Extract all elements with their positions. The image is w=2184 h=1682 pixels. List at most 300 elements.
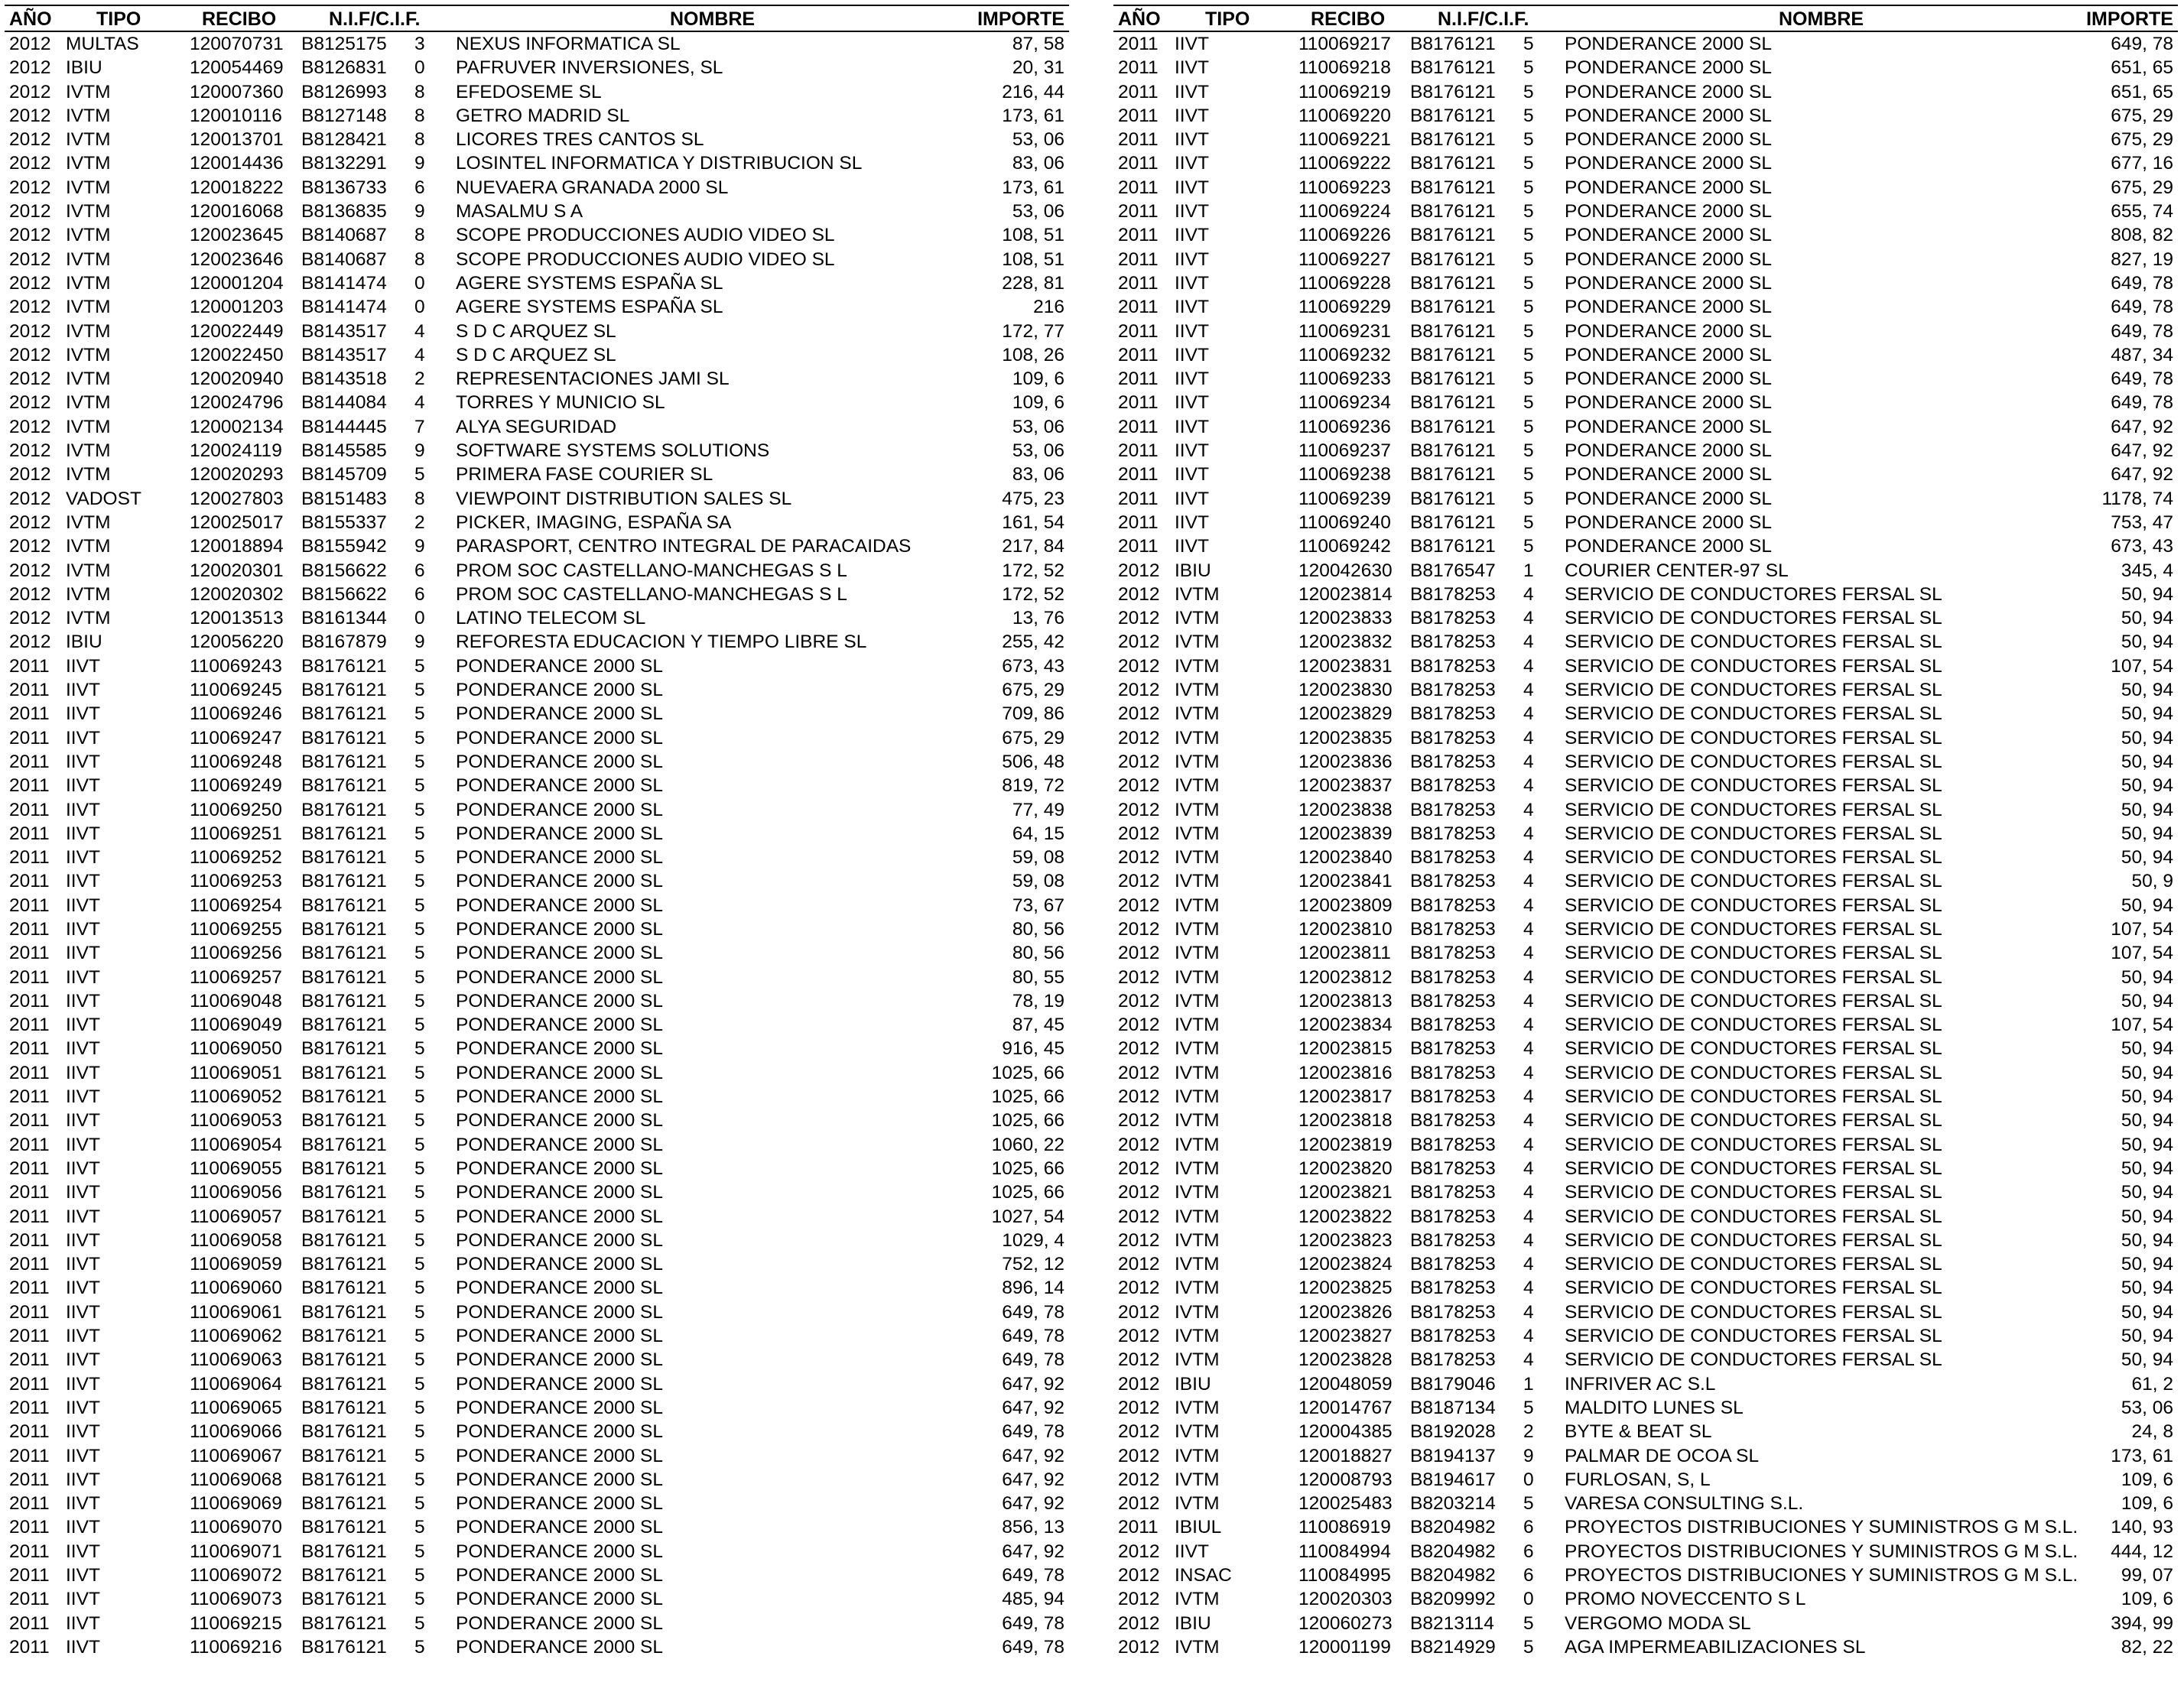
cell-tipo: IIVT <box>66 1015 100 1036</box>
cell-tipo: IIVT <box>66 655 100 677</box>
table-body <box>1113 32 2178 1659</box>
cell-nif: B8176121 <box>301 943 387 964</box>
cell-ano: 2011 <box>1118 81 1159 102</box>
cell-tipo: IVTM <box>1175 966 1220 988</box>
cell-ano: 2012 <box>9 488 51 509</box>
cell-nif: B8176121 <box>301 1182 387 1203</box>
cell-nombre: SERVICIO DE CONDUCTORES FERSAL SL <box>1565 847 1942 869</box>
cell-dc: 4 <box>1523 680 1534 701</box>
cell-nif: B8178253 <box>1410 823 1496 844</box>
cell-importe: 50, 94 <box>2121 680 2173 701</box>
cell-tipo: IVTM <box>66 560 111 581</box>
cell-nombre: PONDERANCE 2000 SL <box>456 680 663 701</box>
cell-dc: 5 <box>414 703 425 725</box>
cell-nif: B8176121 <box>301 1469 387 1490</box>
cell-importe: 1029, 4 <box>1002 1229 1064 1251</box>
cell-nombre: PONDERANCE 2000 SL <box>1565 201 1772 222</box>
cell-tipo: IIVT <box>66 1612 100 1634</box>
cell-recibo: 110069053 <box>190 1110 282 1132</box>
cell-recibo: 120023823 <box>1298 1229 1393 1251</box>
cell-nif: B8176121 <box>301 871 387 892</box>
cell-recibo: 110069056 <box>190 1182 282 1203</box>
cell-nombre: PONDERANCE 2000 SL <box>1565 488 1772 509</box>
cell-ano: 2012 <box>1118 1254 1160 1275</box>
cell-ano: 2012 <box>1118 680 1160 701</box>
cell-tipo: IIVT <box>66 823 100 844</box>
cell-ano: 2011 <box>1118 511 1159 533</box>
cell-recibo: 110069250 <box>190 799 282 820</box>
cell-tipo: IIVT <box>66 1206 100 1227</box>
cell-tipo: IVTM <box>1175 895 1220 916</box>
cell-nif: B8178253 <box>1410 1326 1496 1347</box>
cell-nombre: SERVICIO DE CONDUCTORES FERSAL SL <box>1565 727 1942 748</box>
table-row <box>1113 989 2178 1013</box>
cell-recibo: 110069239 <box>1298 488 1391 509</box>
cell-nombre: SERVICIO DE CONDUCTORES FERSAL SL <box>1565 751 1942 772</box>
cell-importe: 20, 31 <box>1012 57 1064 79</box>
table-row <box>5 630 1069 654</box>
cell-importe: 50, 94 <box>2121 1278 2173 1299</box>
cell-ano: 2012 <box>9 34 51 54</box>
cell-nif: B8176121 <box>301 680 387 701</box>
cell-nif: B8176121 <box>301 1110 387 1132</box>
cell-nif: B8178253 <box>1410 1134 1496 1155</box>
cell-importe: 649, 78 <box>2111 392 2173 414</box>
cell-nif: B8176121 <box>301 895 387 916</box>
cell-recibo: 120023809 <box>1298 895 1393 916</box>
cell-dc: 5 <box>414 1158 425 1179</box>
cell-ano: 2012 <box>1118 1110 1160 1132</box>
cell-importe: 50, 94 <box>2121 1326 2173 1347</box>
cell-importe: 216, 44 <box>1002 81 1064 102</box>
cell-dc: 4 <box>414 344 425 365</box>
cell-nombre: VARESA CONSULTING S.L. <box>1565 1493 1804 1515</box>
table-row <box>5 1515 1069 1539</box>
table-row <box>1113 1157 2178 1180</box>
cell-tipo: IVTM <box>66 105 111 126</box>
cell-nombre: PONDERANCE 2000 SL <box>456 655 663 677</box>
table-row <box>5 941 1069 965</box>
cell-importe: 50, 94 <box>2121 632 2173 653</box>
cell-nif: B8176121 <box>1410 34 1496 54</box>
table-row <box>1113 104 2178 128</box>
cell-tipo: IBIU <box>1175 1612 1211 1634</box>
cell-importe: 647, 92 <box>1002 1469 1064 1490</box>
cell-importe: 50, 94 <box>2121 1301 2173 1323</box>
cell-nombre: PONDERANCE 2000 SL <box>456 1038 663 1060</box>
cell-ano: 2011 <box>9 1565 50 1586</box>
header-nombre: NOMBRE <box>1779 8 1864 30</box>
cell-ano: 2011 <box>1118 272 1159 294</box>
cell-tipo: IVTM <box>66 511 111 533</box>
cell-nif: B8176121 <box>301 703 387 725</box>
cell-dc: 3 <box>414 34 425 54</box>
cell-dc: 5 <box>414 1397 425 1418</box>
cell-recibo: 110069231 <box>1298 320 1391 342</box>
cell-tipo: IVTM <box>1175 1206 1220 1227</box>
cell-dc: 1 <box>1523 1373 1534 1395</box>
cell-nif: B8178253 <box>1410 1110 1496 1132</box>
table-row <box>1113 894 2178 917</box>
header-ano: AÑO <box>1118 8 1161 30</box>
table-row <box>5 1420 1069 1443</box>
cell-ano: 2012 <box>1118 895 1160 916</box>
cell-ano: 2011 <box>9 703 50 725</box>
cell-recibo: 110069066 <box>190 1421 282 1443</box>
cell-nif: B8178253 <box>1410 943 1496 964</box>
cell-tipo: IIVT <box>1175 416 1209 437</box>
cell-ano: 2011 <box>1118 320 1159 342</box>
cell-ano: 2012 <box>1118 655 1160 677</box>
cell-dc: 5 <box>1523 81 1534 102</box>
cell-nif: B8176121 <box>301 1206 387 1227</box>
cell-nif: B8178253 <box>1410 799 1496 820</box>
cell-ano: 2011 <box>1118 297 1159 318</box>
cell-dc: 4 <box>1523 823 1534 844</box>
table-row <box>5 271 1069 295</box>
cell-importe: 87, 45 <box>1012 1015 1064 1036</box>
cell-recibo: 120023811 <box>1298 943 1391 964</box>
cell-importe: 50, 9 <box>2131 871 2173 892</box>
cell-importe: 647, 92 <box>2111 464 2173 485</box>
cell-nif: B8176121 <box>1410 177 1496 198</box>
cell-recibo: 110069065 <box>190 1397 282 1418</box>
table-row <box>5 32 1069 56</box>
cell-dc: 4 <box>1523 1134 1534 1155</box>
table-row <box>5 176 1069 200</box>
cell-importe: 675, 29 <box>1002 680 1064 701</box>
cell-recibo: 120023817 <box>1298 1086 1393 1108</box>
table-row <box>5 989 1069 1013</box>
cell-recibo: 120001203 <box>190 297 284 318</box>
cell-recibo: 110069221 <box>1298 129 1391 151</box>
cell-nif: B8176121 <box>301 655 387 677</box>
cell-ano: 2012 <box>1118 1301 1160 1323</box>
cell-tipo: IVTM <box>66 369 111 390</box>
cell-nombre: SERVICIO DE CONDUCTORES FERSAL SL <box>1565 632 1942 653</box>
cell-nombre: SERVICIO DE CONDUCTORES FERSAL SL <box>1565 823 1942 844</box>
cell-recibo: 110069255 <box>190 918 282 940</box>
cell-tipo: MULTAS <box>66 34 139 54</box>
cell-ano: 2012 <box>1118 1445 1160 1466</box>
cell-ano: 2011 <box>9 1397 50 1418</box>
cell-ano: 2012 <box>1118 560 1160 581</box>
cell-dc: 4 <box>1523 990 1534 1011</box>
table-row <box>1113 200 2178 223</box>
cell-tipo: IIVT <box>1175 392 1209 414</box>
cell-nif: B8178253 <box>1410 583 1496 605</box>
cell-nombre: PONDERANCE 2000 SL <box>1565 511 1772 533</box>
cell-nif: B8176121 <box>301 966 387 988</box>
cell-dc: 5 <box>414 1445 425 1466</box>
cell-nombre: SERVICIO DE CONDUCTORES FERSAL SL <box>1565 990 1942 1011</box>
table-row <box>1113 1229 2178 1252</box>
cell-dc: 5 <box>414 1517 425 1538</box>
cell-nif: B8176121 <box>301 1612 387 1634</box>
cell-recibo: 110069227 <box>1298 248 1391 270</box>
cell-nombre: PONDERANCE 2000 SL <box>456 775 663 797</box>
cell-dc: 4 <box>1523 583 1534 605</box>
cell-nombre: PONDERANCE 2000 SL <box>1565 369 1772 390</box>
cell-dc: 5 <box>414 1493 425 1515</box>
table-row <box>5 1109 1069 1132</box>
cell-tipo: IIVT <box>1175 105 1209 126</box>
cell-ano: 2011 <box>9 823 50 844</box>
cell-importe: 649, 78 <box>1002 1421 1064 1443</box>
cell-nombre: SERVICIO DE CONDUCTORES FERSAL SL <box>1565 966 1942 988</box>
cell-tipo: IVTM <box>1175 1636 1220 1658</box>
cell-recibo: 120023830 <box>1298 680 1393 701</box>
cell-nombre: ALYA SEGURIDAD <box>456 416 617 437</box>
cell-ano: 2011 <box>9 1541 50 1562</box>
cell-nif: B8178253 <box>1410 1182 1496 1203</box>
table-header <box>1113 5 2178 32</box>
cell-tipo: IIVT <box>66 847 100 869</box>
table-row <box>5 511 1069 534</box>
cell-recibo: 120022450 <box>190 344 284 365</box>
cell-nif: B8176121 <box>1410 488 1496 509</box>
cell-recibo: 120023825 <box>1298 1278 1393 1299</box>
cell-importe: 172, 52 <box>1002 560 1064 581</box>
cell-tipo: IIVT <box>66 1517 100 1538</box>
cell-dc: 5 <box>414 1421 425 1443</box>
cell-ano: 2011 <box>9 751 50 772</box>
cell-recibo: 110069217 <box>1298 34 1391 54</box>
table-row <box>5 1348 1069 1372</box>
cell-importe: 1060, 22 <box>991 1134 1064 1155</box>
cell-ano: 2011 <box>9 799 50 820</box>
table-row <box>5 654 1069 678</box>
cell-nombre: PONDERANCE 2000 SL <box>456 1541 663 1562</box>
cell-importe: 50, 94 <box>2121 703 2173 725</box>
cell-nombre: PROMO NOVECCENTO S L <box>1565 1589 1806 1610</box>
cell-ano: 2011 <box>1118 201 1159 222</box>
cell-importe: 647, 92 <box>1002 1397 1064 1418</box>
cell-nombre: SERVICIO DE CONDUCTORES FERSAL SL <box>1565 703 1942 725</box>
cell-tipo: IBIU <box>1175 560 1211 581</box>
cell-importe: 173, 61 <box>1002 105 1064 126</box>
cell-tipo: IIVT <box>66 1254 100 1275</box>
table-row <box>1113 654 2178 678</box>
table-row <box>5 1324 1069 1348</box>
cell-ano: 2011 <box>9 1636 50 1658</box>
cell-importe: 77, 49 <box>1012 799 1064 820</box>
cell-ano: 2012 <box>1118 1421 1160 1443</box>
cell-nif: B8141474 <box>301 297 387 318</box>
cell-dc: 5 <box>414 1015 425 1036</box>
cell-importe: 53, 06 <box>1012 440 1064 462</box>
cell-nombre: PONDERANCE 2000 SL <box>456 1517 663 1538</box>
cell-dc: 5 <box>414 943 425 964</box>
cell-tipo: IIVT <box>66 1541 100 1562</box>
cell-dc: 5 <box>414 751 425 772</box>
cell-recibo: 120048059 <box>1298 1373 1393 1395</box>
cell-nombre: PONDERANCE 2000 SL <box>1565 105 1772 126</box>
cell-nif: B8176121 <box>1410 536 1496 557</box>
cell-importe: 80, 55 <box>1012 966 1064 988</box>
cell-recibo: 120023833 <box>1298 608 1393 629</box>
table-row <box>5 750 1069 774</box>
cell-recibo: 110069216 <box>190 1636 282 1658</box>
cell-dc: 9 <box>1523 1445 1534 1466</box>
cell-nif: B8178253 <box>1410 1301 1496 1323</box>
cell-importe: 752, 12 <box>1002 1254 1064 1275</box>
cell-recibo: 110069257 <box>190 966 282 988</box>
cell-dc: 0 <box>1523 1469 1534 1490</box>
cell-recibo: 110069252 <box>190 847 282 869</box>
cell-nif: B8176121 <box>301 990 387 1011</box>
cell-importe: 649, 78 <box>1002 1565 1064 1586</box>
cell-recibo: 120060273 <box>1298 1612 1393 1634</box>
table-row <box>1113 630 2178 654</box>
table-row <box>5 894 1069 917</box>
cell-tipo: IVTM <box>1175 775 1220 797</box>
cell-dc: 5 <box>414 1541 425 1562</box>
cell-nif: B8145585 <box>301 440 387 462</box>
cell-recibo: 110069237 <box>1298 440 1391 462</box>
cell-ano: 2012 <box>9 297 51 318</box>
cell-nombre: PALMAR DE OCOA SL <box>1565 1445 1760 1466</box>
cell-nif: B8203214 <box>1410 1493 1496 1515</box>
cell-dc: 5 <box>1523 105 1534 126</box>
cell-dc: 5 <box>414 990 425 1011</box>
cell-nombre: FURLOSAN, S, L <box>1565 1469 1711 1490</box>
cell-nombre: PAFRUVER INVERSIONES, SL <box>456 57 723 79</box>
cell-importe: 50, 94 <box>2121 799 2173 820</box>
cell-tipo: IIVT <box>1175 1541 1209 1562</box>
cell-tipo: IVTM <box>1175 1445 1220 1466</box>
cell-nif: B8176121 <box>301 1541 387 1562</box>
cell-dc: 5 <box>414 918 425 940</box>
cell-importe: 819, 72 <box>1002 775 1064 797</box>
table-row <box>1113 1635 2178 1659</box>
table-row <box>1113 80 2178 104</box>
cell-nombre: PONDERANCE 2000 SL <box>456 871 663 892</box>
table-row <box>5 869 1069 893</box>
cell-nombre: PROYECTOS DISTRIBUCIONES Y SUMINISTROS G M S.L. <box>1565 1541 2078 1562</box>
cell-recibo: 120025483 <box>1298 1493 1393 1515</box>
cell-recibo: 120023826 <box>1298 1301 1393 1323</box>
cell-ano: 2012 <box>9 129 51 151</box>
cell-recibo: 110069049 <box>190 1015 282 1036</box>
cell-ano: 2011 <box>1118 153 1159 174</box>
table-row <box>5 1540 1069 1563</box>
cell-dc: 4 <box>1523 655 1534 677</box>
cell-tipo: IVTM <box>1175 608 1220 629</box>
table-row <box>5 295 1069 319</box>
cell-nif: B8155942 <box>301 536 387 557</box>
cell-dc: 5 <box>1523 369 1534 390</box>
cell-ano: 2012 <box>1118 751 1160 772</box>
table-row <box>1113 1444 2178 1468</box>
table-row <box>5 439 1069 463</box>
cell-nif: B8161344 <box>301 608 387 629</box>
cell-tipo: IVTM <box>1175 799 1220 820</box>
cell-nif: B8155337 <box>301 511 387 533</box>
cell-importe: 24, 8 <box>2131 1421 2173 1443</box>
header-tipo: TIPO <box>1205 8 1250 30</box>
cell-nif: B8176121 <box>301 1493 387 1515</box>
cell-recibo: 110084995 <box>1298 1565 1391 1586</box>
cell-dc: 5 <box>414 727 425 748</box>
cell-importe: 673, 43 <box>1002 655 1064 677</box>
cell-importe: 709, 86 <box>1002 703 1064 725</box>
cell-ano: 2012 <box>1118 632 1160 653</box>
cell-nif: B8136733 <box>301 177 387 198</box>
cell-importe: 99, 07 <box>2121 1565 2173 1586</box>
cell-tipo: IVTM <box>1175 727 1220 748</box>
cell-nombre: PONDERANCE 2000 SL <box>456 895 663 916</box>
cell-nombre: PONDERANCE 2000 SL <box>456 1349 663 1371</box>
cell-importe: 50, 94 <box>2121 1182 2173 1203</box>
cell-nif: B8176121 <box>1410 153 1496 174</box>
cell-nif: B8176121 <box>1410 225 1496 246</box>
cell-importe: 649, 78 <box>1002 1301 1064 1323</box>
cell-nif: B8178253 <box>1410 1278 1496 1299</box>
table-row <box>1113 487 2178 511</box>
table-row <box>5 415 1069 439</box>
cell-nif: B8132291 <box>301 153 387 174</box>
cell-nombre: PONDERANCE 2000 SL <box>1565 225 1772 246</box>
cell-ano: 2012 <box>1118 871 1160 892</box>
cell-ano: 2012 <box>1118 703 1160 725</box>
cell-ano: 2011 <box>1118 248 1159 270</box>
cell-nif: B8126831 <box>301 57 387 79</box>
cell-recibo: 110069048 <box>190 990 282 1011</box>
table-row <box>1113 1300 2178 1324</box>
cell-dc: 2 <box>1523 1421 1534 1443</box>
cell-ano: 2011 <box>9 1182 50 1203</box>
cell-tipo: IIVT <box>66 799 100 820</box>
cell-dc: 5 <box>1523 536 1534 557</box>
cell-tipo: IIVT <box>1175 488 1209 509</box>
cell-tipo: IVTM <box>66 153 111 174</box>
cell-nif: B8178253 <box>1410 1206 1496 1227</box>
cell-nombre: PONDERANCE 2000 SL <box>456 1110 663 1132</box>
cell-nif: B8176121 <box>1410 344 1496 365</box>
cell-nif: B8176121 <box>1410 392 1496 414</box>
cell-recibo: 120007360 <box>190 81 284 102</box>
cell-importe: 50, 94 <box>2121 1062 2173 1083</box>
table-row <box>1113 1587 2178 1611</box>
cell-nif: B8178253 <box>1410 918 1496 940</box>
cell-dc: 5 <box>414 1589 425 1610</box>
cell-nombre: PONDERANCE 2000 SL <box>456 1086 663 1108</box>
cell-recibo: 110069062 <box>190 1326 282 1347</box>
cell-tipo: IIVT <box>66 1038 100 1060</box>
cell-dc: 5 <box>1523 272 1534 294</box>
cell-tipo: IVTM <box>1175 990 1220 1011</box>
table-row <box>1113 248 2178 271</box>
cell-tipo: IVTM <box>1175 703 1220 725</box>
cell-tipo: IVTM <box>66 608 111 629</box>
cell-dc: 2 <box>414 369 425 390</box>
cell-dc: 6 <box>1523 1541 1534 1562</box>
cell-importe: 217, 84 <box>1002 536 1064 557</box>
table-row <box>1113 271 2178 295</box>
cell-ano: 2011 <box>9 1469 50 1490</box>
cell-nif: B8178253 <box>1410 655 1496 677</box>
cell-nombre: PONDERANCE 2000 SL <box>456 1589 663 1610</box>
cell-importe: 647, 92 <box>2111 440 2173 462</box>
cell-ano: 2011 <box>9 1158 50 1179</box>
cell-recibo: 120023829 <box>1298 703 1393 725</box>
cell-dc: 5 <box>1523 320 1534 342</box>
header-ano: AÑO <box>9 8 52 30</box>
cell-ano: 2012 <box>1118 1229 1160 1251</box>
cell-recibo: 110069215 <box>190 1612 282 1634</box>
cell-dc: 5 <box>414 823 425 844</box>
